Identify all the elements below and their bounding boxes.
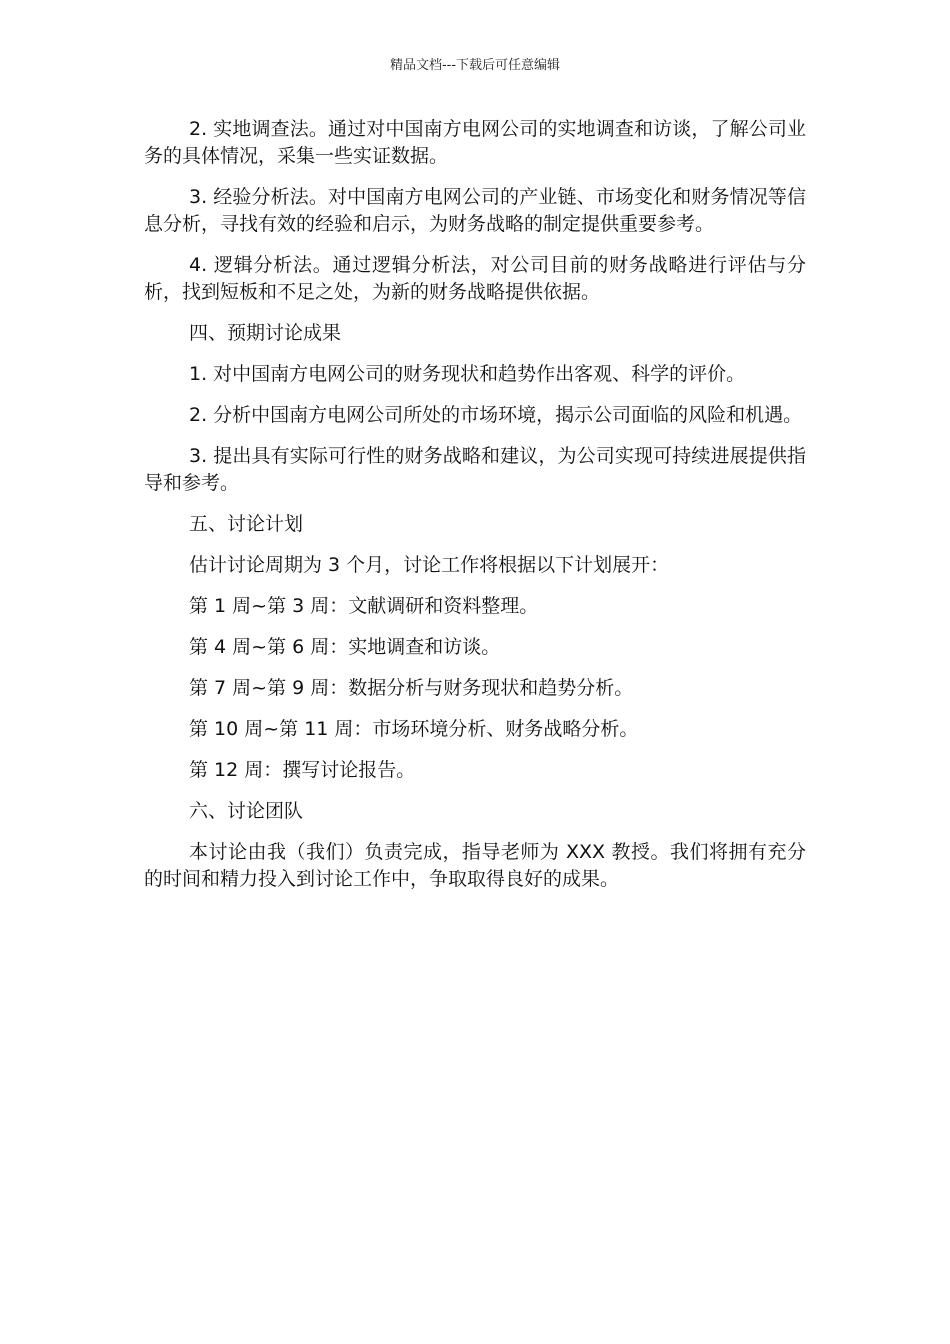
paragraph-team: 本讨论由我（我们）负责完成，指导老师为 XXX 教授。我们将拥有充分的时间和精力投入到讨论工作中，争取取得良好的成果。 [144,841,806,890]
paragraph-plan-intro: 估计讨论周期为 3 个月，讨论工作将根据以下计划展开： [189,554,670,576]
page-header: 精品文档---下载后可任意编辑 [389,58,561,73]
paragraph-plan-week-7-9: 第 7 周~第 9 周：数据分析与财务现状和趋势分析。 [189,677,634,699]
document-body [144,116,806,907]
paragraph-method-field-survey: 2. 实地调查法。通过对中国南方电网公司的实地调查和访谈，了解公司业务的具体情况，采集一些实证数据。 [144,118,806,167]
section-heading-expected-results: 四、预期讨论成果 [189,322,342,344]
paragraph-result-2: 2. 分析中国南方电网公司所处的市场环境，揭示公司面临的风险和机遇。 [189,404,803,426]
paragraph-plan-week-4-6: 第 4 周~第 6 周：实地调查和访谈。 [189,636,501,658]
paragraph-method-logic-analysis: 4. 逻辑分析法。通过逻辑分析法，对公司目前的财务战略进行评估与分析，找到短板和不足之处，为新的财务战略提供依据。 [144,254,806,303]
paragraph-plan-week-10-11: 第 10 周~第 11 周：市场环境分析、财务战略分析。 [189,718,639,740]
paragraph-plan-week-1-3: 第 1 周~第 3 周：文献调研和资料整理。 [189,595,539,617]
paragraph-method-experience-analysis: 3. 经验分析法。对中国南方电网公司的产业链、市场变化和财务情况等信息分析，寻找有效的经验和启示，为财务战略的制定提供重要参考。 [144,186,806,235]
section-heading-team: 六、讨论团队 [189,800,304,822]
section-heading-plan: 五、讨论计划 [189,513,304,535]
paragraph-result-1: 1. 对中国南方电网公司的财务现状和趋势作出客观、科学的评价。 [189,363,746,385]
paragraph-plan-week-12: 第 12 周：撰写讨论报告。 [189,759,416,781]
paragraph-result-3: 3. 提出具有实际可行性的财务战略和建议，为公司实现可持续进展提供指导和参考。 [144,445,806,494]
